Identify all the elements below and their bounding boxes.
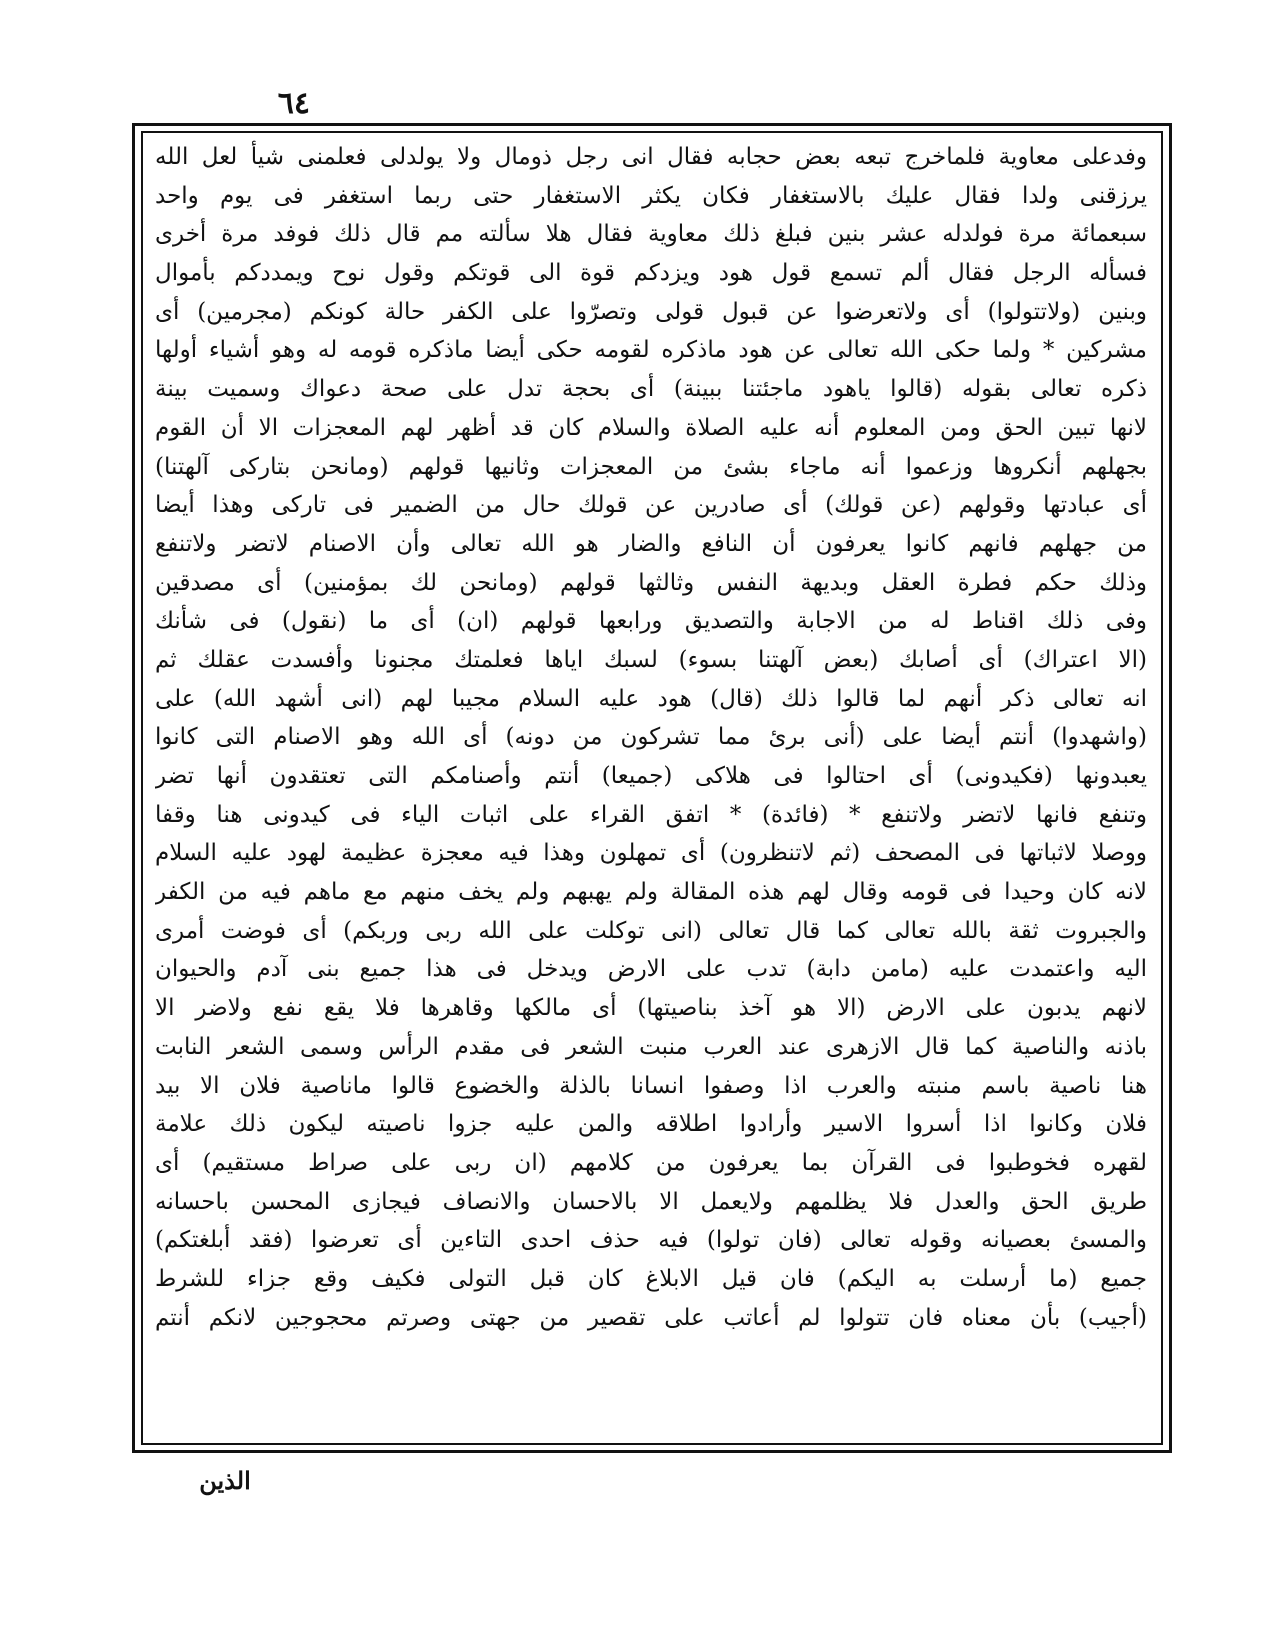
text-line: لانهم يدبون على الارض (الا هو آخذ بناصيتها) أى مالكها وقاهرها فلا يقع نفع ولاضر الا — [155, 995, 1147, 1022]
text-line: مشركين * ولما حكى الله تعالى عن هود ماذكره لقومه حكى أيضا ماذكره قومه له وهو أشياء أولها — [155, 337, 1147, 364]
text-line: (الا اعتراك) أى أصابك (بعض آلهتنا بسوء) لسبك اياها فعلمتك مجنونا وأفسدت عقلك ثم — [155, 646, 1147, 673]
text-line: فسأله الرجل فقال ألم تسمع قول هود ويزدكم قوة الى قوتكم وقول نوح ويمددكم بأموال — [155, 260, 1147, 287]
text-line: أى عبادتها وقولهم (عن قولك) أى صادرين عن قولك حال من الضمير فى تاركى وهذا أيضا — [155, 492, 1147, 519]
text-line: وتنفع فانها لاتضر ولاتنفع * (فائدة) * اتفق القراء على اثبات الياء فى كيدونى هنا وقفا — [155, 801, 1147, 828]
catchword: الذين — [199, 1466, 251, 1495]
text-line: من جهلهم فانهم كانوا يعرفون أن النافع والضار هو الله تعالى وأن الاصنام لاتضر ولاتنفع — [155, 530, 1147, 557]
text-line: ذكره تعالى بقوله (قالوا ياهود ماجئتنا ببينة) أى بحجة تدل على صحة دعواك وسميت بينة — [155, 376, 1147, 403]
text-line: والجبروت ثقة بالله تعالى كما قال تعالى (انى توكلت على الله ربى وربكم) أى فوضت أمرى — [155, 917, 1147, 944]
text-line: (أجيب) بأن معناه فان تتولوا لم أعاتب على تقصير من جهتى وصرتم محجوجين لانكم أنتم — [155, 1304, 1147, 1331]
text-line: جميع (ما أرسلت به اليكم) فان قيل الابلاغ كان قبل التولى فكيف وقع جزاء للشرط — [155, 1265, 1147, 1292]
text-body — [155, 138, 1147, 1438]
text-line: والمسئ بعصيانه وقوله تعالى (فان تولوا) فيه حذف احدى التاءين أى تعرضوا (فقد أبلغتكم) — [155, 1227, 1147, 1254]
text-line: سبعمائة مرة فولدله عشر بنين فبلغ ذلك معاوية فقال هلا سألته مم قال ذلك فوفد مرة أخرى — [155, 221, 1147, 248]
text-line: يرزقنى ولدا فقال عليك بالاستغفار فكان يكثر الاستغفار حتى ربما استغفر فى يوم واحد — [155, 182, 1147, 209]
text-line: فلان وكانوا اذا أسروا الاسير وأرادوا اطلاقه والمن عليه جزوا ناصيته ليكون ذلك علامة — [155, 1111, 1147, 1138]
text-line: اليه واعتمدت عليه (مامن دابة) تدب على الارض ويدخل فى هذا جميع بنى آدم والحيوان — [155, 956, 1147, 983]
text-line: هنا ناصية باسم منبته والعرب اذا وصفوا انسانا بالذلة والخضوع قالوا ماناصية فلان الا بيد — [155, 1072, 1147, 1099]
text-line: لانه كان وحيدا فى قومه وقال لهم هذه المقالة ولم يهبهم ولم يخف منهم مع ماهم فيه من الكفر — [155, 879, 1147, 906]
text-line: باذنه والناصية كما قال الازهرى عند العرب منبت الشعر فى مقدم الرأس وسمى الشعر النابت — [155, 1033, 1147, 1060]
text-line: وفدعلى معاوية فلماخرج تبعه بعض حجابه فقال انى رجل ذومال ولا يولدلى فعلمنى شيأ لعل الله — [155, 144, 1147, 170]
text-line: وفى ذلك اقناط له من الاجابة والتصديق ورابعها قولهم (ان) أى ما (نقول) فى شأنك — [155, 608, 1147, 635]
text-line: لانها تبين الحق ومن المعلوم أنه عليه الصلاة والسلام كان قد أظهر لهم المعجزات الا أن القوم — [155, 414, 1147, 441]
page-number: ٦٤ — [277, 86, 310, 121]
text-line: وذلك حكم فطرة العقل وبديهة النفس وثالثها قولهم (ومانحن لك بمؤمنين) أى مصدقين — [155, 569, 1147, 596]
text-line: طريق الحق والعدل فلا يظلمهم ولايعمل الا بالاحسان والانصاف فيجازى المحسن باحسانه — [155, 1188, 1147, 1215]
text-line: وبنين (ولاتتولوا) أى ولاتعرضوا عن قبول قولى وتصرّوا على الكفر حالة كونكم (مجرمين) أى — [155, 298, 1147, 325]
text-line: ووصلا لاثباتها فى المصحف (ثم لاتنظرون) أى تمهلون وهذا فيه معجزة عظيمة لهود عليه السلام — [155, 840, 1147, 867]
text-line: لقهره فخوطبوا فى القرآن بما يعرفون من كلامهم (ان ربى على صراط مستقيم) أى — [155, 1149, 1147, 1176]
text-line: يعبدونها (فكيدونى) أى احتالوا فى هلاكى (جميعا) أنتم وأصنامكم التى تعتقدون أنها تضر — [155, 763, 1147, 789]
text-line: بجهلهم أنكروها وزعموا أنه ماجاء بشئ من المعجزات وثانيها قولهم (ومانحن بتاركى آلهتنا) — [155, 453, 1147, 480]
text-line: (واشهدوا) أنتم أيضا على (أنى برئ مما تشركون من دونه) أى الله وهو الاصنام التى كانوا — [155, 724, 1147, 751]
text-line: انه تعالى ذكر أنهم لما قالوا ذلك (قال) هود عليه السلام مجيبا لهم (انى أشهد الله) على — [155, 685, 1147, 712]
